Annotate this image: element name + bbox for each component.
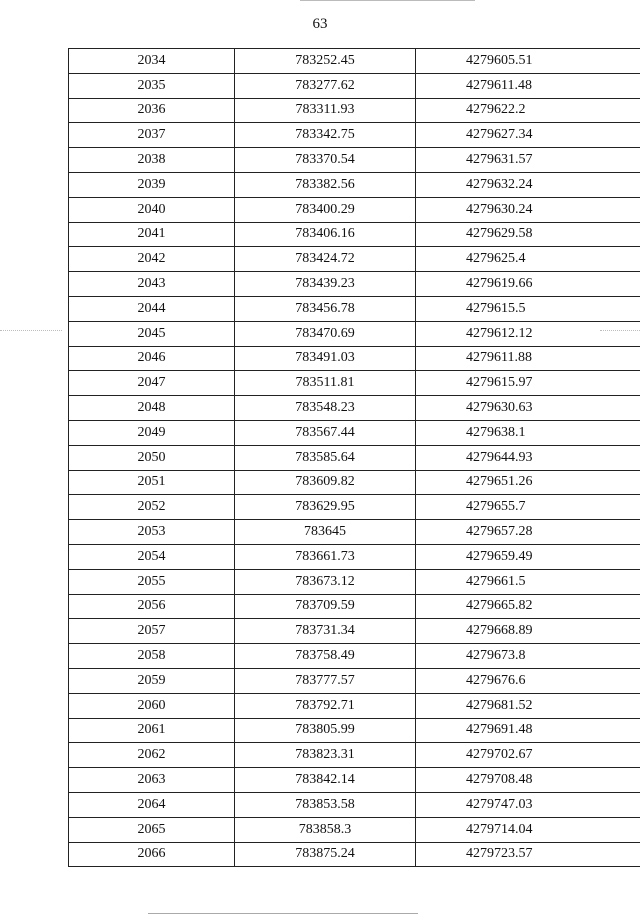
x-coordinate-cell: 783661.73	[235, 544, 416, 569]
y-coordinate-cell: 4279627.34	[416, 123, 640, 148]
table-row	[69, 792, 640, 817]
table-row	[69, 544, 640, 569]
y-coordinate-cell: 4279638.1	[416, 420, 640, 445]
point-number-cell: 2057	[69, 619, 235, 644]
y-coordinate-cell: 4279714.04	[416, 817, 640, 842]
y-coordinate-cell: 4279615.5	[416, 296, 640, 321]
x-coordinate-cell: 783342.75	[235, 123, 416, 148]
x-coordinate-cell: 783370.54	[235, 148, 416, 173]
x-coordinate-cell: 783424.72	[235, 247, 416, 272]
y-coordinate-cell: 4279702.67	[416, 743, 640, 768]
x-coordinate-cell: 783875.24	[235, 842, 416, 867]
point-number-cell: 2063	[69, 768, 235, 793]
table-row	[69, 668, 640, 693]
x-coordinate-cell: 783673.12	[235, 569, 416, 594]
x-coordinate-cell: 783609.82	[235, 470, 416, 495]
point-number-cell: 2048	[69, 396, 235, 421]
table-row	[69, 817, 640, 842]
table-row	[69, 148, 640, 173]
table-row	[69, 594, 640, 619]
point-number-cell: 2050	[69, 445, 235, 470]
point-number-cell: 2040	[69, 197, 235, 222]
point-number-cell: 2041	[69, 222, 235, 247]
table-row	[69, 346, 640, 371]
y-coordinate-cell: 4279708.48	[416, 768, 640, 793]
coordinates-table	[68, 48, 640, 867]
x-coordinate-cell: 783731.34	[235, 619, 416, 644]
point-number-cell: 2052	[69, 495, 235, 520]
table-row	[69, 296, 640, 321]
point-number-cell: 2056	[69, 594, 235, 619]
x-coordinate-cell: 783853.58	[235, 792, 416, 817]
x-coordinate-cell: 783311.93	[235, 98, 416, 123]
x-coordinate-cell: 783842.14	[235, 768, 416, 793]
y-coordinate-cell: 4279611.48	[416, 73, 640, 98]
y-coordinate-cell: 4279644.93	[416, 445, 640, 470]
point-number-cell: 2034	[69, 49, 235, 74]
point-number-cell: 2051	[69, 470, 235, 495]
y-coordinate-cell: 4279651.26	[416, 470, 640, 495]
coordinates-table-body	[69, 49, 640, 867]
point-number-cell: 2044	[69, 296, 235, 321]
table-row	[69, 396, 640, 421]
point-number-cell: 2065	[69, 817, 235, 842]
y-coordinate-cell: 4279673.8	[416, 644, 640, 669]
y-coordinate-cell: 4279629.58	[416, 222, 640, 247]
y-coordinate-cell: 4279605.51	[416, 49, 640, 74]
point-number-cell: 2066	[69, 842, 235, 867]
x-coordinate-cell: 783406.16	[235, 222, 416, 247]
x-coordinate-cell: 783277.62	[235, 73, 416, 98]
table-row	[69, 123, 640, 148]
y-coordinate-cell: 4279625.4	[416, 247, 640, 272]
scan-top-rule	[300, 0, 475, 1]
table-row	[69, 73, 640, 98]
x-coordinate-cell: 783777.57	[235, 668, 416, 693]
y-coordinate-cell: 4279681.52	[416, 693, 640, 718]
point-number-cell: 2039	[69, 172, 235, 197]
y-coordinate-cell: 4279615.97	[416, 371, 640, 396]
point-number-cell: 2035	[69, 73, 235, 98]
x-coordinate-cell: 783491.03	[235, 346, 416, 371]
scan-artifact-left	[0, 330, 62, 331]
x-coordinate-cell: 783858.3	[235, 817, 416, 842]
x-coordinate-cell: 783456.78	[235, 296, 416, 321]
point-number-cell: 2038	[69, 148, 235, 173]
point-number-cell: 2049	[69, 420, 235, 445]
x-coordinate-cell: 783511.81	[235, 371, 416, 396]
point-number-cell: 2064	[69, 792, 235, 817]
table-row	[69, 619, 640, 644]
table-row	[69, 470, 640, 495]
y-coordinate-cell: 4279631.57	[416, 148, 640, 173]
y-coordinate-cell: 4279659.49	[416, 544, 640, 569]
y-coordinate-cell: 4279630.24	[416, 197, 640, 222]
point-number-cell: 2037	[69, 123, 235, 148]
x-coordinate-cell: 783439.23	[235, 272, 416, 297]
x-coordinate-cell: 783585.64	[235, 445, 416, 470]
point-number-cell: 2062	[69, 743, 235, 768]
point-number-cell: 2042	[69, 247, 235, 272]
y-coordinate-cell: 4279657.28	[416, 520, 640, 545]
y-coordinate-cell: 4279747.03	[416, 792, 640, 817]
point-number-cell: 2046	[69, 346, 235, 371]
table-row	[69, 272, 640, 297]
point-number-cell: 2053	[69, 520, 235, 545]
table-row	[69, 495, 640, 520]
y-coordinate-cell: 4279611.88	[416, 346, 640, 371]
table-row	[69, 49, 640, 74]
x-coordinate-cell: 783382.56	[235, 172, 416, 197]
table-row	[69, 247, 640, 272]
x-coordinate-cell: 783645	[235, 520, 416, 545]
table-row	[69, 693, 640, 718]
point-number-cell: 2047	[69, 371, 235, 396]
table-row	[69, 222, 640, 247]
x-coordinate-cell: 783252.45	[235, 49, 416, 74]
point-number-cell: 2055	[69, 569, 235, 594]
point-number-cell: 2060	[69, 693, 235, 718]
page-number: 63	[312, 16, 328, 32]
scan-bottom-rule	[148, 913, 418, 914]
x-coordinate-cell: 783400.29	[235, 197, 416, 222]
point-number-cell: 2059	[69, 668, 235, 693]
table-row	[69, 98, 640, 123]
y-coordinate-cell: 4279630.63	[416, 396, 640, 421]
x-coordinate-cell: 783758.49	[235, 644, 416, 669]
y-coordinate-cell: 4279661.5	[416, 569, 640, 594]
point-number-cell: 2061	[69, 718, 235, 743]
y-coordinate-cell: 4279632.24	[416, 172, 640, 197]
table-row	[69, 445, 640, 470]
x-coordinate-cell: 783567.44	[235, 420, 416, 445]
point-number-cell: 2043	[69, 272, 235, 297]
y-coordinate-cell: 4279612.12	[416, 321, 640, 346]
table-row	[69, 743, 640, 768]
x-coordinate-cell: 783629.95	[235, 495, 416, 520]
point-number-cell: 2054	[69, 544, 235, 569]
y-coordinate-cell: 4279691.48	[416, 718, 640, 743]
table-row	[69, 718, 640, 743]
table-row	[69, 371, 640, 396]
table-row	[69, 172, 640, 197]
y-coordinate-cell: 4279723.57	[416, 842, 640, 867]
x-coordinate-cell: 783792.71	[235, 693, 416, 718]
y-coordinate-cell: 4279676.6	[416, 668, 640, 693]
point-number-cell: 2036	[69, 98, 235, 123]
table-row	[69, 321, 640, 346]
table-row	[69, 569, 640, 594]
table-row	[69, 842, 640, 867]
x-coordinate-cell: 783470.69	[235, 321, 416, 346]
table-row	[69, 420, 640, 445]
point-number-cell: 2045	[69, 321, 235, 346]
y-coordinate-cell: 4279622.2	[416, 98, 640, 123]
table-row	[69, 768, 640, 793]
y-coordinate-cell: 4279655.7	[416, 495, 640, 520]
x-coordinate-cell: 783805.99	[235, 718, 416, 743]
y-coordinate-cell: 4279665.82	[416, 594, 640, 619]
point-number-cell: 2058	[69, 644, 235, 669]
table-row	[69, 520, 640, 545]
y-coordinate-cell: 4279668.89	[416, 619, 640, 644]
table-row	[69, 644, 640, 669]
y-coordinate-cell: 4279619.66	[416, 272, 640, 297]
x-coordinate-cell: 783548.23	[235, 396, 416, 421]
x-coordinate-cell: 783823.31	[235, 743, 416, 768]
x-coordinate-cell: 783709.59	[235, 594, 416, 619]
table-row	[69, 197, 640, 222]
